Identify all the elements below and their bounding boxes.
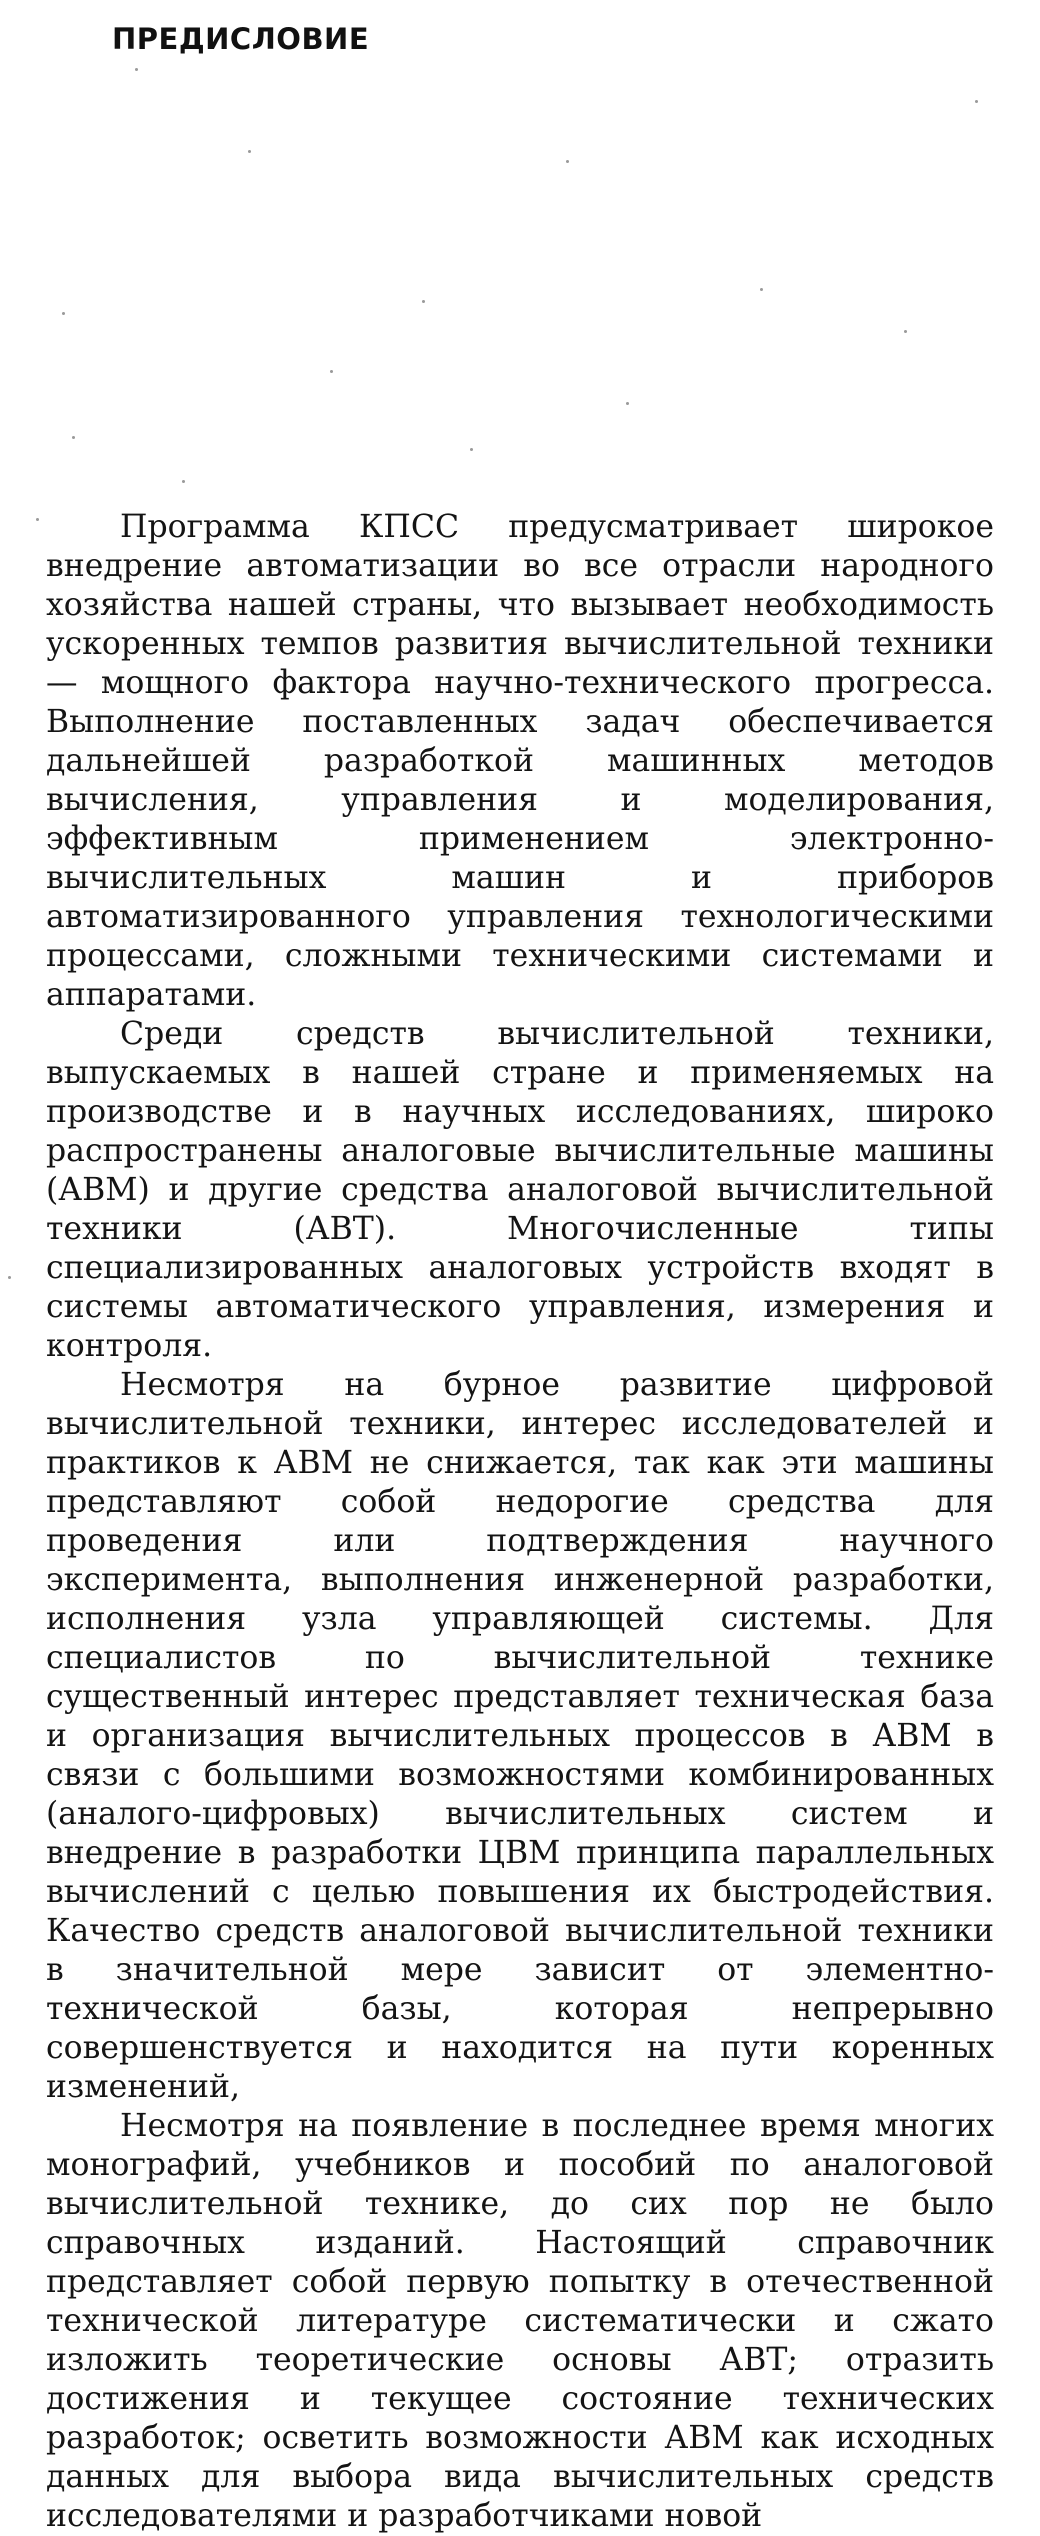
scan-speck (975, 100, 978, 103)
scan-speck (330, 370, 333, 373)
paragraph: Программа КПСС предусматривает широкое внедрение автоматизации во все отрасли народного хозяйства нашей страны, что вызывает необходимость ускоренных темпов развития вычислительной техники — мощного фактора научно-технического прогресса. Выполнение поставленных задач обеспечивается дальнейшей разработкой машинных методов вычисления, управления и моделирования, эффективным применением электронно-вычислительных машин и приборов автоматизированного управления технологическими процессами, сложными техническими системами и аппаратами. (46, 509, 994, 1013)
scan-speck (36, 518, 39, 521)
paragraph: Несмотря на появление в последнее время многих монографий, учебников и пособий по аналоговой вычислительной технике, до сих пор не было справочных изданий. Настоящий справочник представляет собой первую попытку в отечественной технической литературе систематически и сжато изложить теоретические основы АВТ; отразить достижения и текущее состояние технических разработок; осветить возможности АВМ как исходных данных для выбора вида вычислительных средств исследователями и разработчиками новой (46, 2108, 994, 2534)
scan-speck (62, 312, 65, 315)
scan-speck (422, 300, 425, 303)
scan-speck (135, 68, 138, 71)
paragraph: Несмотря на бурное развитие цифровой вычислительной техники, интерес исследователей и практиков к АВМ не снижается, так как эти машины представляют собой недорогие средства для проведения или подтверждения научного эксперимента, выполнения инженерной разработки, исполнения узла управляющей системы. Для специалистов по вычислительной технике существенный интерес представляет техническая база и организация вычислительных процессов в АВМ в связи с большими возможностями комбинированных (аналого-цифровых) вычислительных систем и внедрение в разработки ЦВМ принципа параллельных вычислений с целью повышения их быстродействия. Качество средств аналоговой вычислительной техники в значительной мере зависит от элементно-технической базы, которая непрерывно совершенствуется и находится на пути коренных изменений, (46, 1367, 994, 2105)
scan-speck (760, 288, 763, 291)
body-text (46, 508, 994, 2536)
scan-speck (72, 436, 75, 439)
scan-speck (8, 1276, 11, 1279)
scan-speck (626, 402, 629, 405)
paragraph: Среди средств вычислительной техники, выпускаемых в нашей стране и применяемых на производстве и в научных исследованиях, широко распространены аналоговые вычислительные машины (АВМ) и другие средства аналоговой вычислительной техники (АВТ). Многочисленные типы специализированных аналоговых устройств входят в системы автоматического управления, измерения и контроля. (46, 1016, 994, 1364)
scan-speck (566, 160, 569, 163)
scan-speck (904, 330, 907, 333)
scan-speck (248, 150, 251, 153)
page-heading: ПРЕДИСЛОВИЕ (112, 22, 370, 56)
scan-speck (470, 448, 473, 451)
scan-speck (182, 480, 185, 483)
